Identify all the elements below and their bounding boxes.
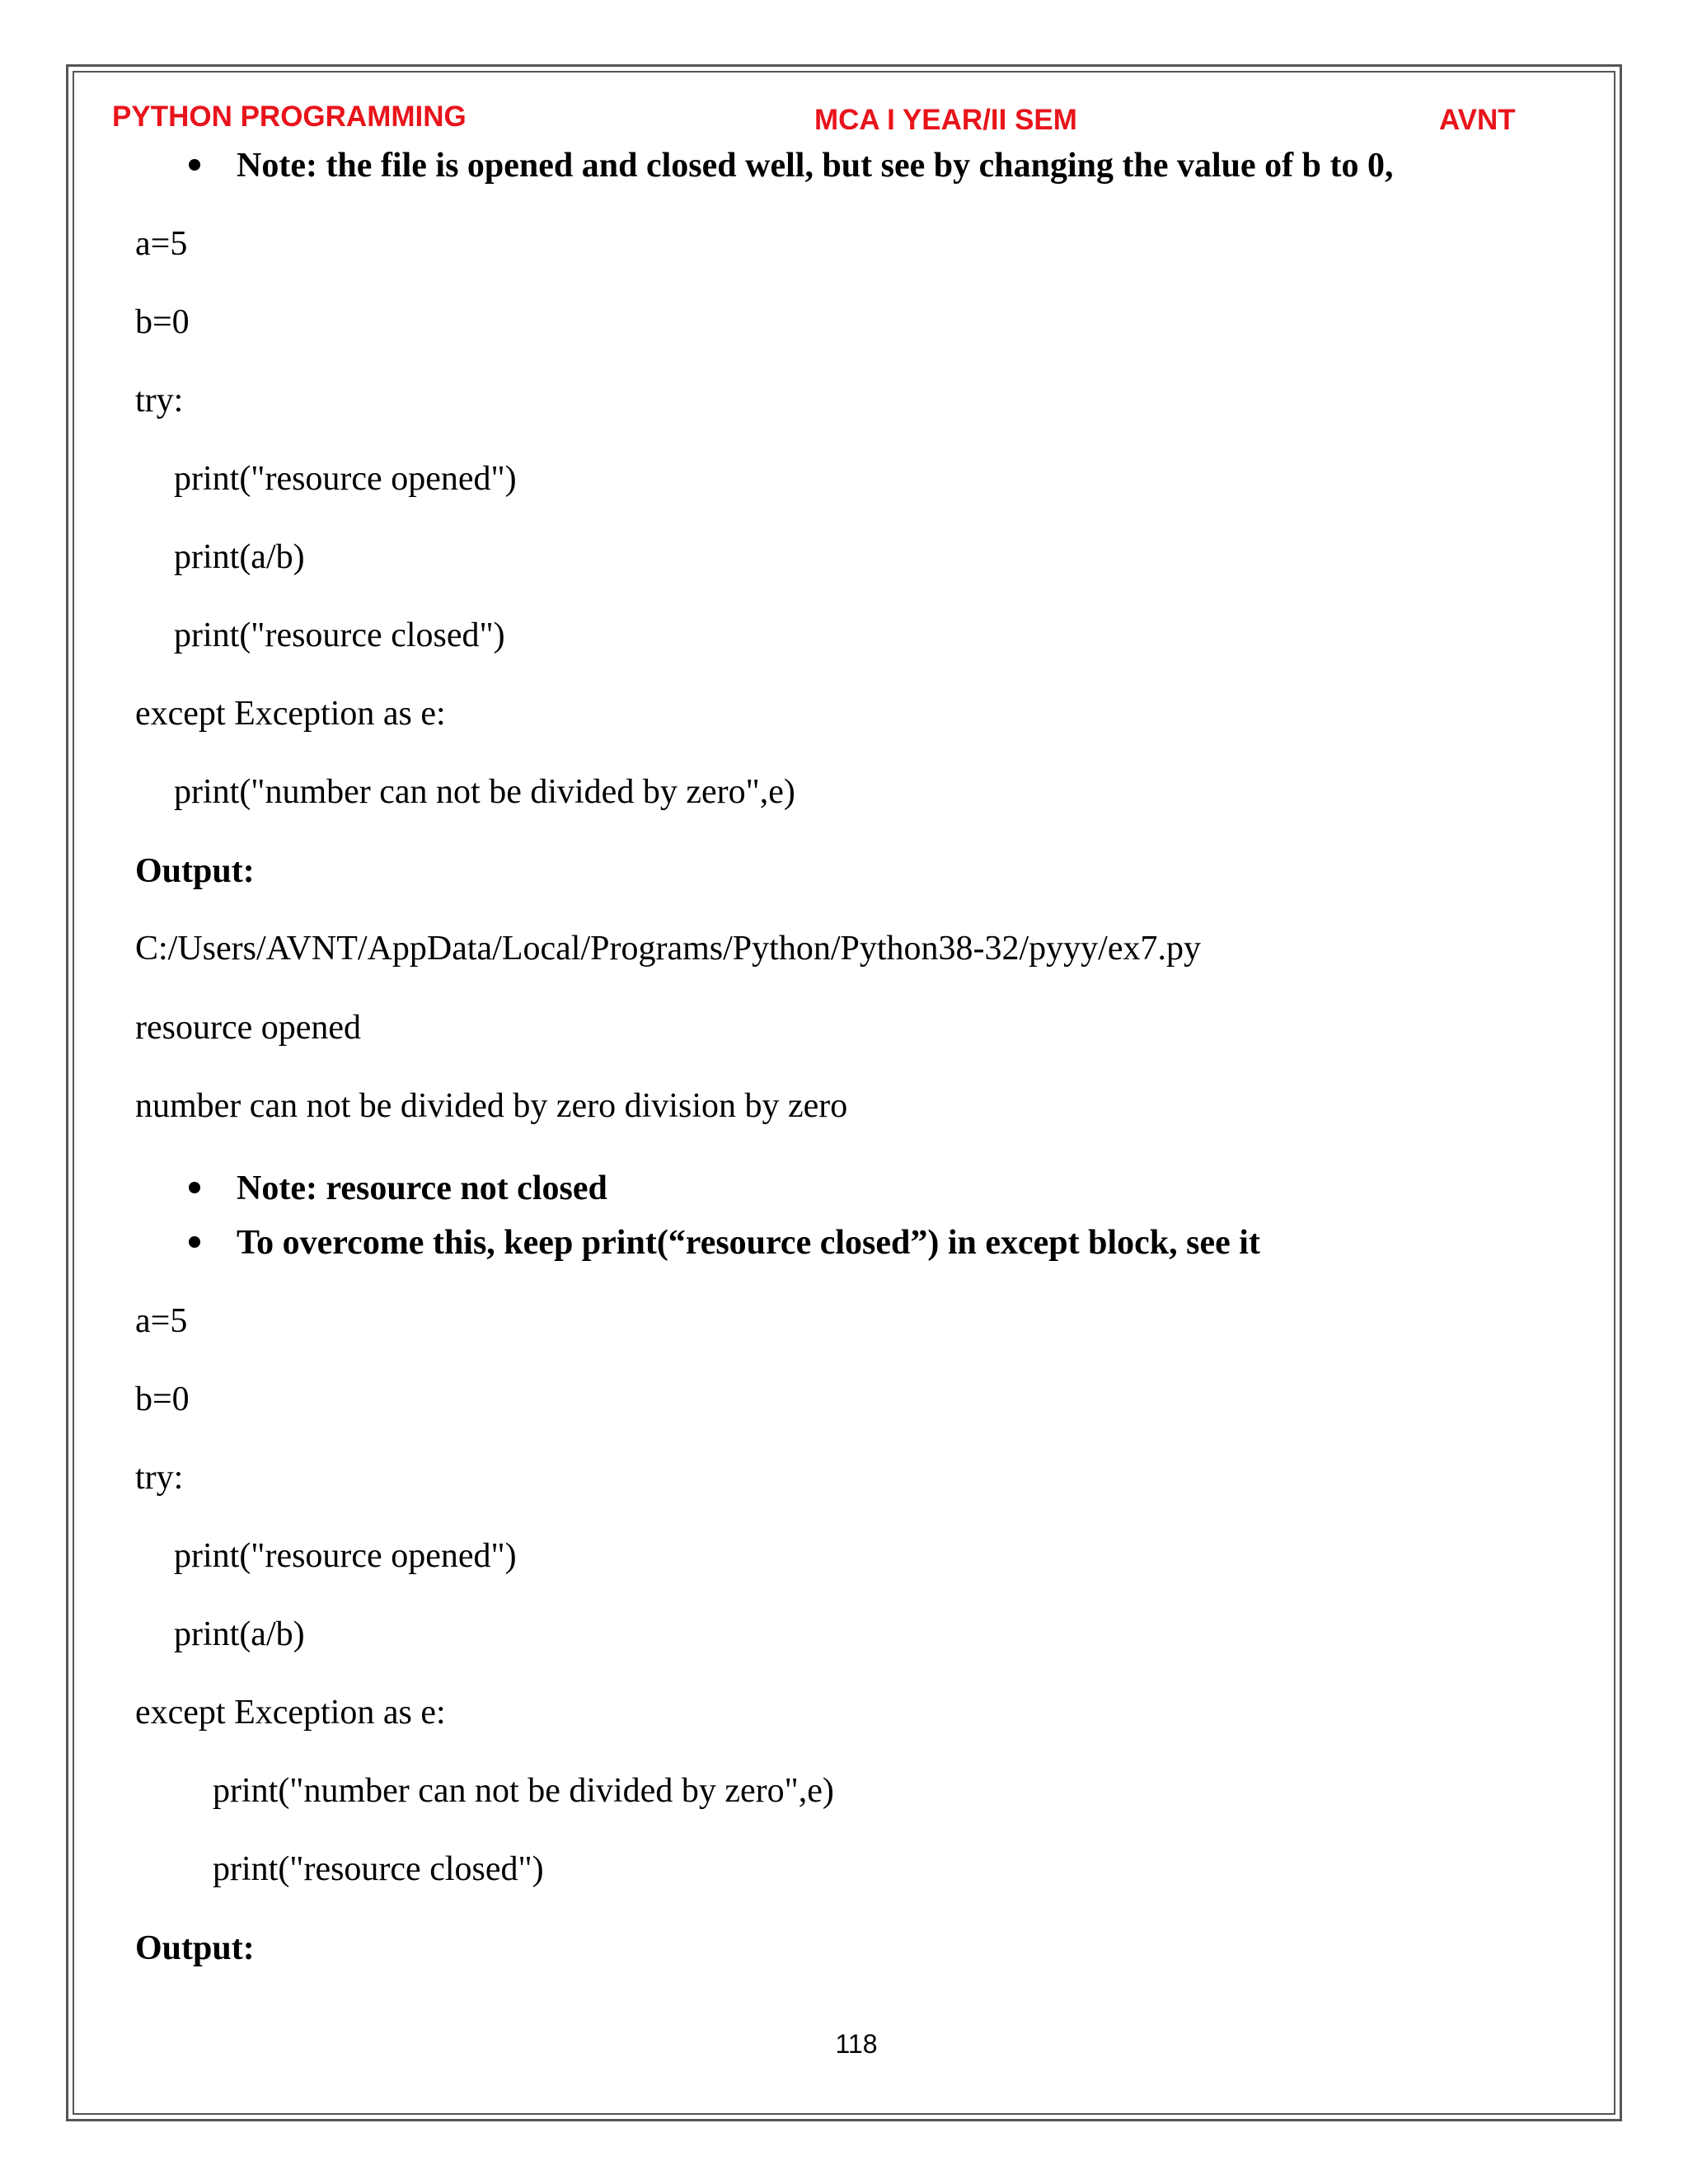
header-author: AVNT: [1439, 104, 1516, 136]
code-line: a=5: [135, 1302, 188, 1340]
output-label: Output:: [135, 1929, 255, 1967]
note-text: Note: resource not closed: [237, 1169, 607, 1207]
code-line: print("resource closed"): [174, 616, 505, 654]
code-line: print("number can not be divided by zero",e): [174, 773, 795, 811]
code-line: except Exception as e:: [135, 695, 446, 733]
code-line: a=5: [135, 225, 188, 263]
code-line: print(a/b): [174, 1615, 305, 1653]
header-course-title: PYTHON PROGRAMMING: [112, 101, 467, 133]
code-line: print("resource closed"): [213, 1850, 544, 1888]
code-line: except Exception as e:: [135, 1694, 446, 1732]
code-line: print(a/b): [174, 538, 305, 576]
output-line: resource opened: [135, 1009, 362, 1047]
output-label: Output:: [135, 852, 255, 890]
code-line: try:: [135, 1459, 184, 1497]
code-line: print("number can not be divided by zero",e): [213, 1772, 834, 1810]
bullet-dot-icon: [189, 1236, 200, 1248]
bullet-dot-icon: [189, 159, 200, 171]
code-line: try:: [135, 382, 184, 419]
bullet-dot-icon: [189, 1182, 200, 1193]
code-line: print("resource opened"): [174, 460, 517, 498]
code-line: print("resource opened"): [174, 1537, 517, 1575]
note-text: To overcome this, keep print(“resource closed”) in except block, see it: [237, 1224, 1260, 1262]
output-line: C:/Users/AVNT/AppData/Local/Programs/Python/Python38-32/pyyy/ex7.py: [135, 930, 1201, 968]
note-text: Note: the file is opened and closed well, but see by changing the value of b to 0,: [237, 147, 1394, 185]
page-number: 118: [835, 2029, 878, 2059]
code-line: b=0: [135, 1380, 190, 1418]
header-year-semester: MCA I YEAR/II SEM: [814, 104, 1077, 136]
code-line: b=0: [135, 303, 190, 341]
output-line: number can not be divided by zero division by zero: [135, 1087, 848, 1125]
